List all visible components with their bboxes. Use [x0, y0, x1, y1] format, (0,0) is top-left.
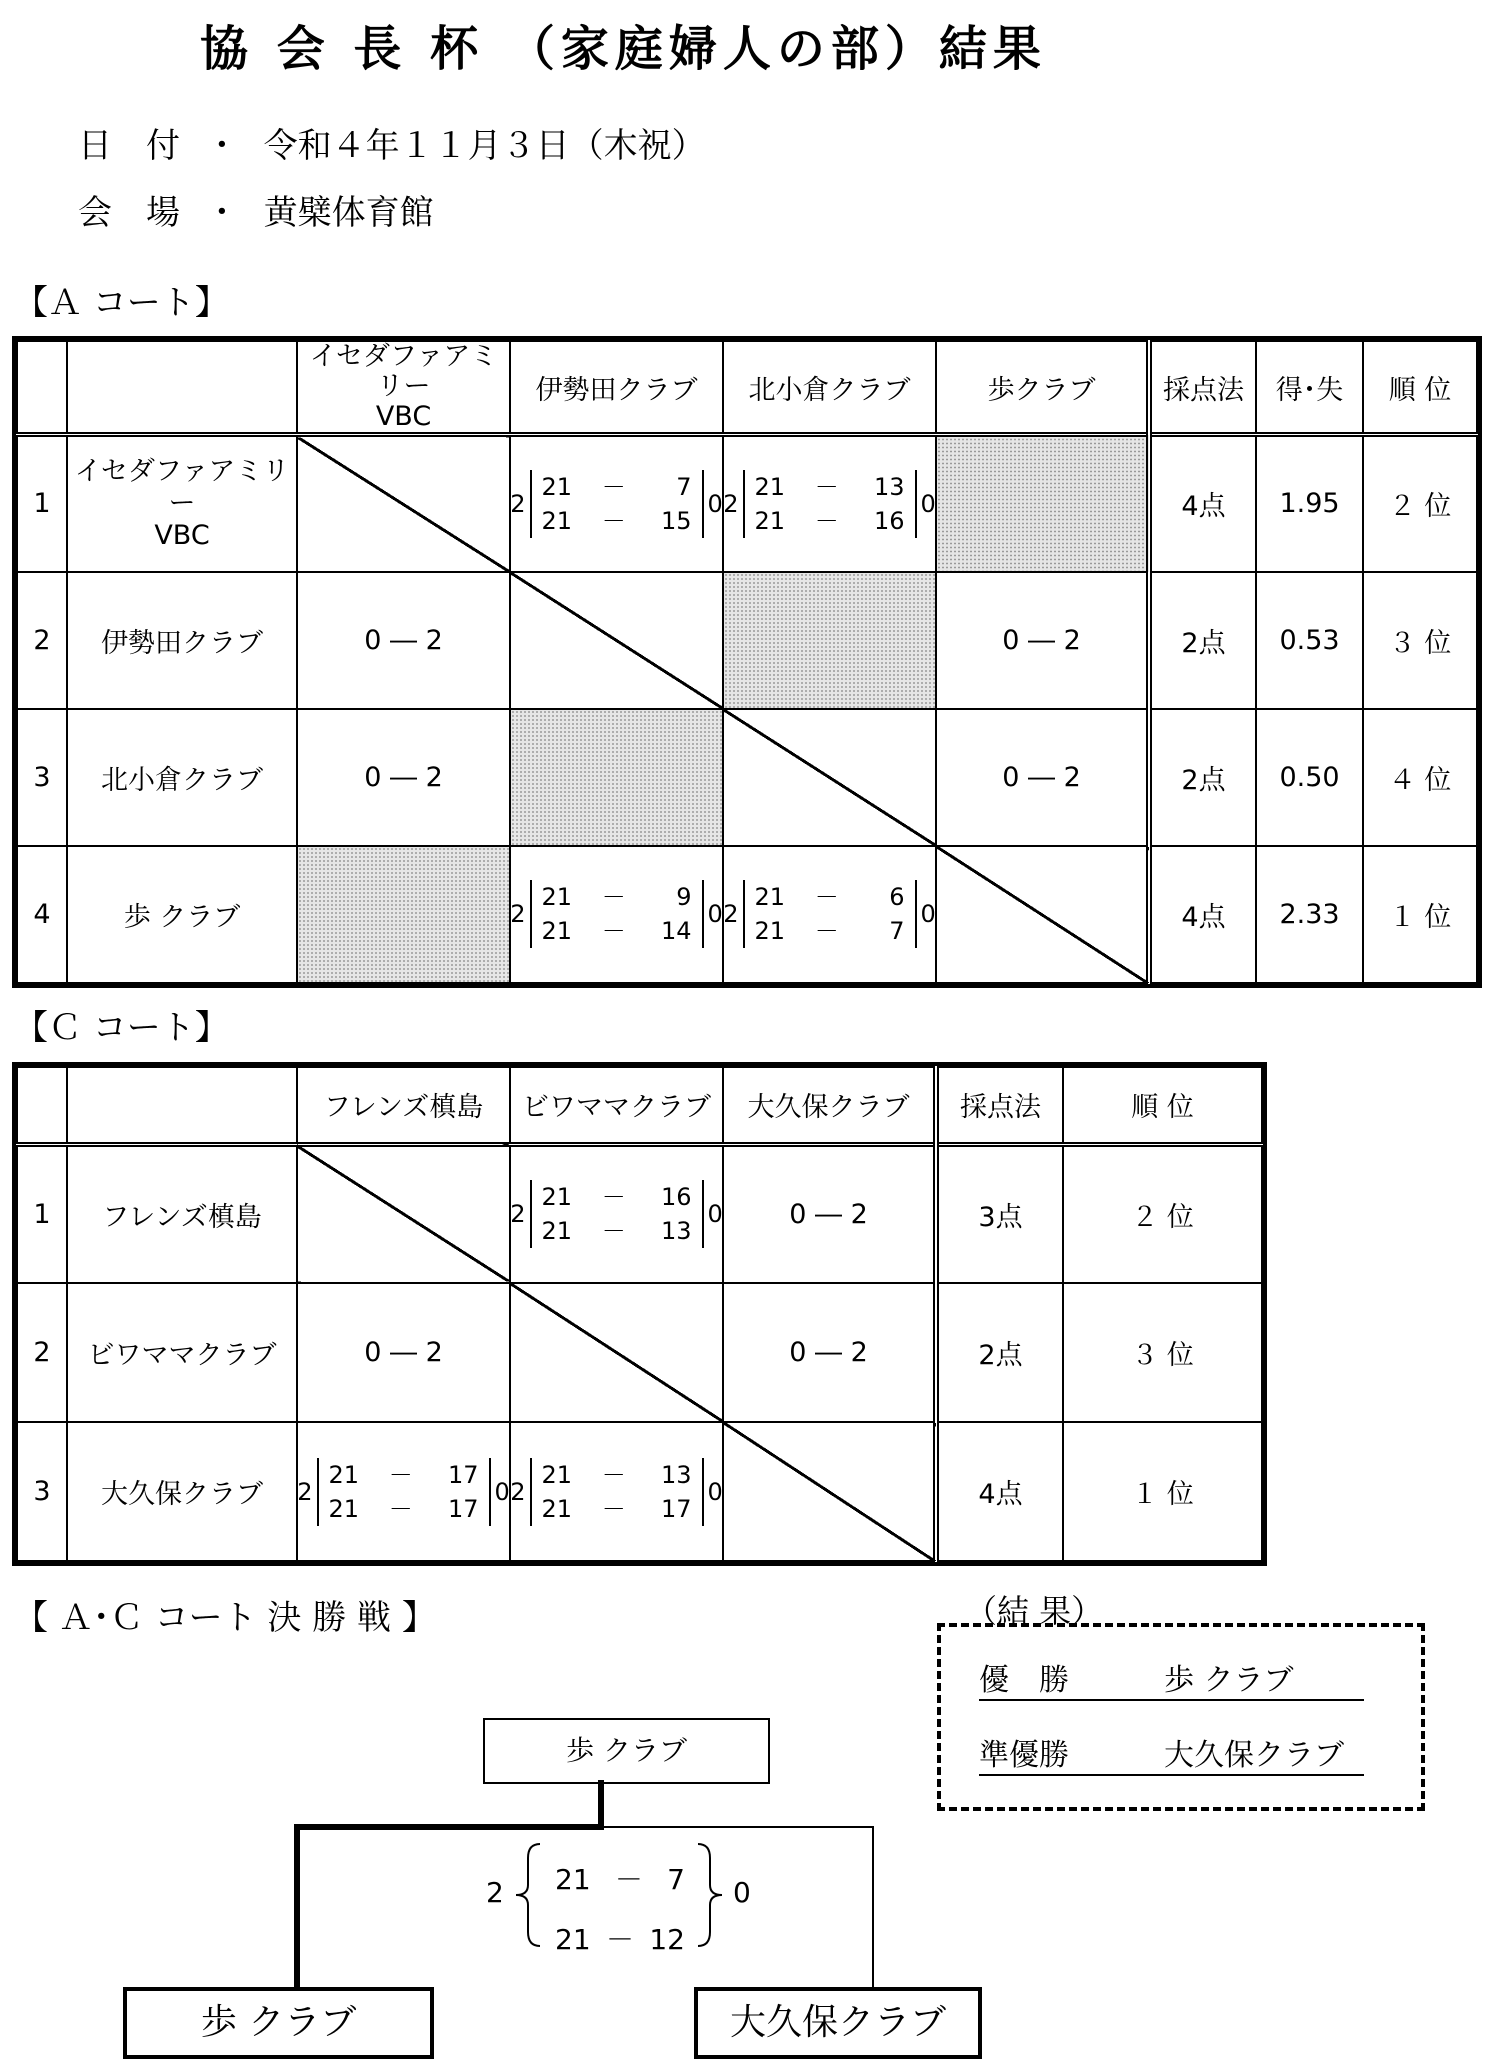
table-row	[17, 572, 1477, 709]
table-row	[17, 709, 1477, 846]
date-line	[78, 118, 706, 167]
self-cell	[297, 435, 510, 572]
bracket-line	[604, 1826, 874, 1828]
date-value: 令和４年１１月３日（木祝）	[263, 126, 706, 166]
header-team: 北小倉クラブ	[723, 341, 936, 435]
points-cell: 4点	[936, 1422, 1063, 1561]
bracket-left-team: 歩 クラブ	[123, 1987, 434, 2059]
team-name: フレンズ槙島	[67, 1144, 297, 1283]
match-result: 2 21 － 6 21 － 7 0	[723, 846, 936, 983]
final-set-scores: 21 － 7 21 － 12	[555, 1850, 685, 1970]
row-number: 1	[17, 435, 67, 572]
header-blank	[67, 1067, 297, 1144]
table-row	[17, 435, 1477, 572]
match-result: 0 ― 2	[297, 709, 510, 846]
champion-team: 歩 クラブ	[1164, 1663, 1294, 1698]
left-brace	[510, 1840, 546, 1950]
court-a-heading: 【Ａ コート】	[14, 283, 229, 323]
bracket-right-team: 大久保クラブ	[694, 1987, 982, 2059]
rank-cell: ３ 位	[1363, 572, 1477, 709]
header-ratio: 得･失	[1256, 341, 1363, 435]
bracket-line	[294, 1824, 604, 1830]
match-result: 0 ― 2	[297, 1283, 510, 1422]
team-name: イセダファアミリー VBC	[67, 435, 297, 572]
points-cell: 2点	[1149, 572, 1256, 709]
rank-cell: ３ 位	[1063, 1283, 1262, 1422]
final-heading: 【 Ａ･Ｃ コート 決 勝 戦 】	[14, 1598, 436, 1638]
points-cell: 3点	[936, 1144, 1063, 1283]
header-blank	[17, 341, 67, 435]
team-name: 伊勢田クラブ	[67, 572, 297, 709]
final-sets-won: 2	[486, 1876, 504, 1909]
rank-cell: ４ 位	[1363, 709, 1477, 846]
match-result: 2 21 － 13 21 － 16 0	[723, 435, 936, 572]
bracket-line	[294, 1824, 300, 1991]
match-result: 2 21 － 9 21 － 14 0	[510, 846, 723, 983]
date-label: 日 付	[78, 126, 180, 166]
points-cell: 4点	[1149, 846, 1256, 983]
right-brace	[692, 1840, 728, 1950]
self-cell	[936, 846, 1149, 983]
match-result: 0 ― 2	[723, 1144, 936, 1283]
header-team: フレンズ槙島	[297, 1067, 510, 1144]
match-result: 2 21 － 7 21 － 15 0	[510, 435, 723, 572]
court-a-header-row	[17, 341, 1477, 435]
runner-up-row	[979, 1730, 1364, 1776]
ratio-cell: 0.53	[1256, 572, 1363, 709]
final-sets-lost: 0	[733, 1876, 751, 1909]
match-result: 2 21 － 16 21 － 13 0	[510, 1144, 723, 1283]
venue-label: 会 場	[78, 193, 180, 233]
row-number: 2	[17, 572, 67, 709]
points-cell: 2点	[1149, 709, 1256, 846]
match-result: 2 21 － 17 21 － 17 0	[297, 1422, 510, 1561]
self-cell	[510, 572, 723, 709]
team-name: 歩 クラブ	[67, 846, 297, 983]
ratio-cell: 2.33	[1256, 846, 1363, 983]
ratio-cell: 0.50	[1256, 709, 1363, 846]
self-cell	[510, 1283, 723, 1422]
ratio-cell: 1.95	[1256, 435, 1363, 572]
match-result: 0 ― 2	[936, 572, 1149, 709]
header-team: 伊勢田クラブ	[510, 341, 723, 435]
match-result: 2 21 － 13 21 － 17 0	[510, 1422, 723, 1561]
self-cell	[297, 1144, 510, 1283]
header-points: 採点法	[1149, 341, 1256, 435]
team-name: 北小倉クラブ	[67, 709, 297, 846]
header-blank	[67, 341, 297, 435]
team-name: ビワママクラブ	[67, 1283, 297, 1422]
set-score: 21	[555, 1863, 591, 1896]
header-rank: 順 位	[1063, 1067, 1262, 1144]
court-c-header-row	[17, 1067, 1262, 1144]
table-row	[17, 1144, 1262, 1283]
header-points: 採点法	[936, 1067, 1063, 1144]
rank-cell: ２ 位	[1063, 1144, 1262, 1283]
header-team: 歩クラブ	[936, 341, 1149, 435]
rank-cell: １ 位	[1363, 846, 1477, 983]
bracket-line	[598, 1780, 604, 1830]
team-name: 大久保クラブ	[67, 1422, 297, 1561]
header-rank: 順 位	[1363, 341, 1477, 435]
self-cell	[723, 709, 936, 846]
no-match-cell	[297, 846, 510, 983]
points-cell: 4点	[1149, 435, 1256, 572]
row-number: 1	[17, 1144, 67, 1283]
self-cell	[723, 1422, 936, 1561]
court-c-table	[16, 1066, 1263, 1562]
match-result: 0 ― 2	[936, 709, 1149, 846]
bracket-winner-box: 歩 クラブ	[483, 1718, 770, 1784]
court-c-heading: 【Ｃ コート】	[14, 1008, 229, 1048]
champion-label: 優 勝	[979, 1663, 1069, 1698]
date-separator: ・	[204, 126, 239, 166]
header-team: ビワママクラブ	[510, 1067, 723, 1144]
header-team: イセダファアミリー VBC	[297, 341, 510, 435]
row-number: 2	[17, 1283, 67, 1422]
match-result: 0 ― 2	[723, 1283, 936, 1422]
runner-up-label: 準優勝	[979, 1738, 1069, 1773]
row-number: 3	[17, 709, 67, 846]
points-cell: 2点	[936, 1283, 1063, 1422]
result-heading: （結 果）	[965, 1592, 1104, 1630]
court-a-table	[16, 340, 1478, 984]
no-match-cell	[936, 435, 1149, 572]
champion-row	[979, 1655, 1364, 1701]
runner-up-team: 大久保クラブ	[1164, 1738, 1344, 1773]
match-result: 0 ― 2	[297, 572, 510, 709]
venue-separator: ・	[204, 193, 239, 233]
row-number: 4	[17, 846, 67, 983]
bracket-line	[872, 1826, 874, 1991]
no-match-cell	[723, 572, 936, 709]
table-row	[17, 1283, 1262, 1422]
page-title: 協 会 長 杯 （家庭婦人の部）結果	[200, 21, 1047, 77]
header-team: 大久保クラブ	[723, 1067, 936, 1144]
table-row	[17, 846, 1477, 983]
set-score: 21	[555, 1923, 591, 1956]
header-blank	[17, 1067, 67, 1144]
row-number: 3	[17, 1422, 67, 1561]
set-score: 7	[667, 1863, 685, 1896]
table-row	[17, 1422, 1262, 1561]
venue-line	[78, 185, 434, 234]
set-score: 12	[649, 1923, 685, 1956]
result-box	[937, 1623, 1425, 1811]
no-match-cell	[510, 709, 723, 846]
venue-value: 黄檗体育館	[263, 193, 434, 233]
rank-cell: ２ 位	[1363, 435, 1477, 572]
rank-cell: １ 位	[1063, 1422, 1262, 1561]
